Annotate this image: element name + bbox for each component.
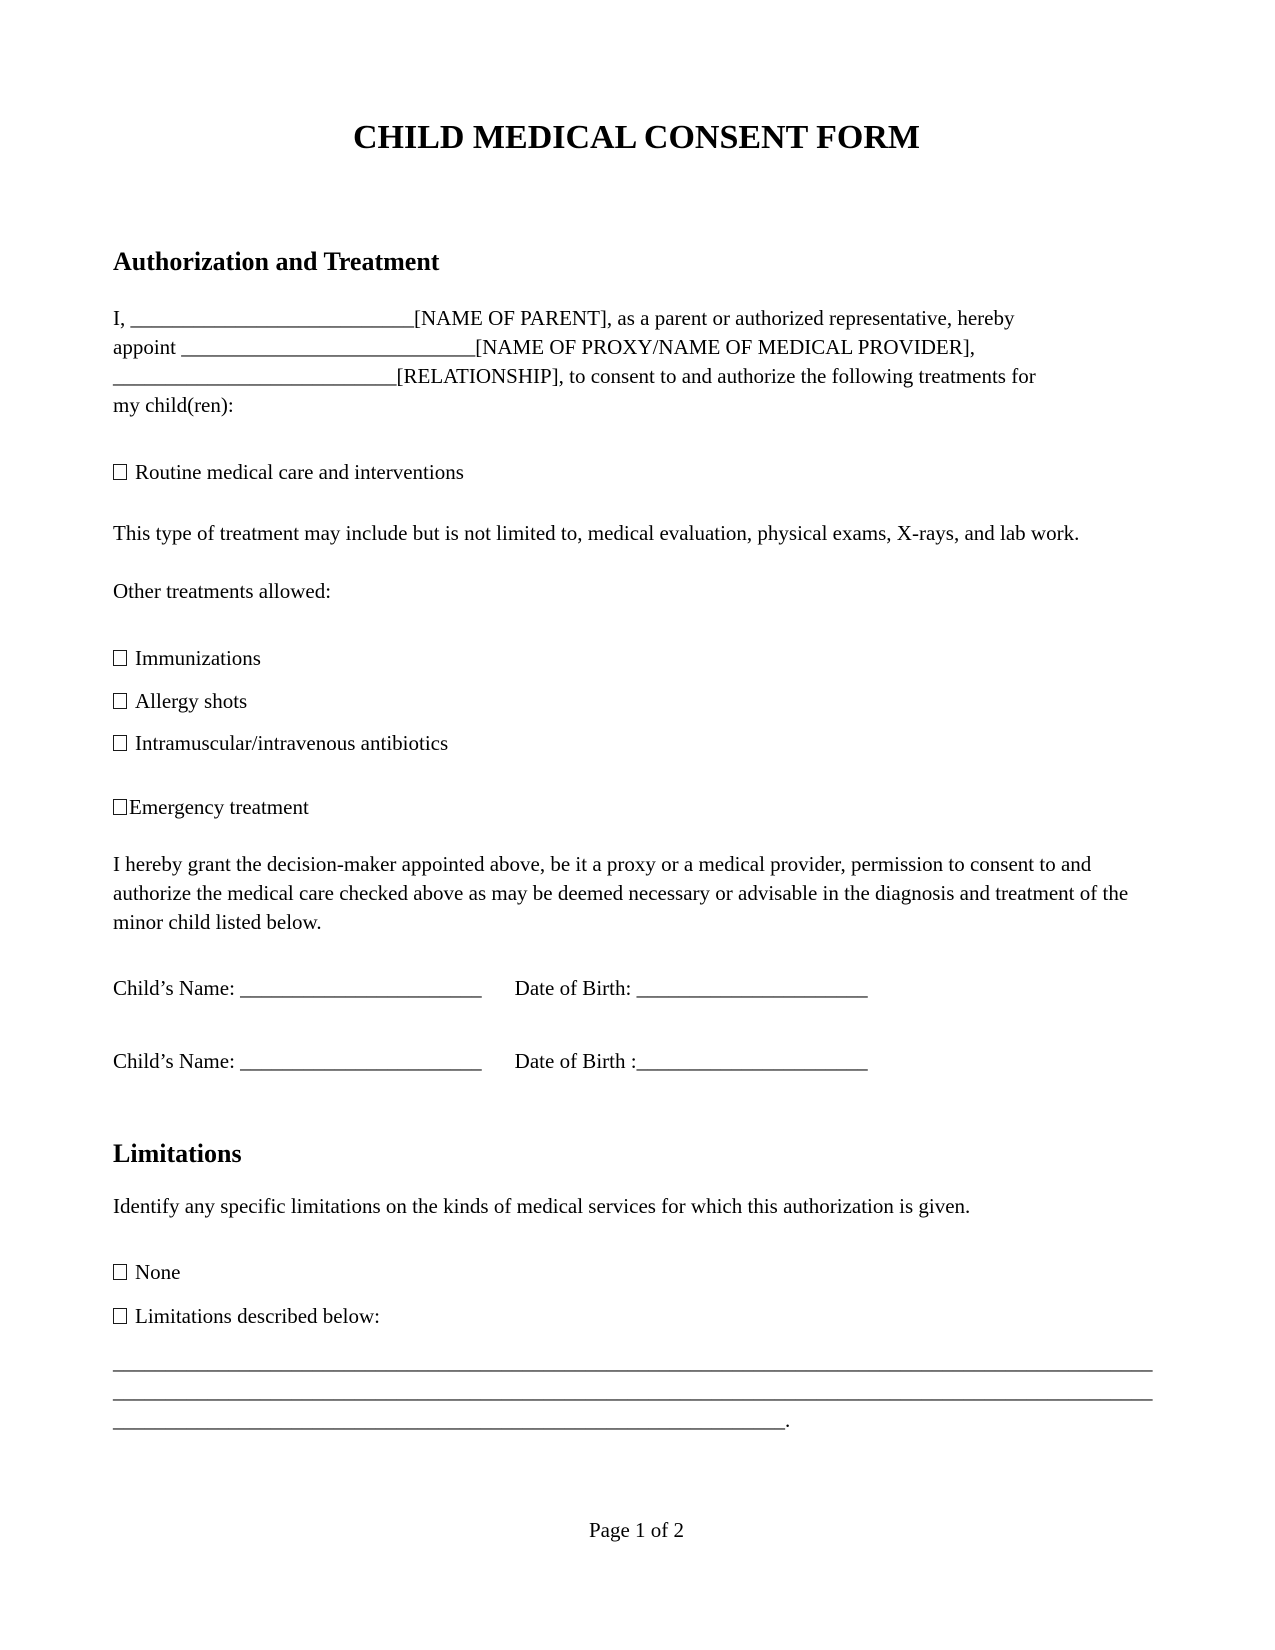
limitations-write-in-area <box>113 1348 1160 1435</box>
limitations-described-label: Limitations described below: <box>135 1304 380 1328</box>
relationship-blank[interactable]: ___________________________ <box>113 364 397 388</box>
intro-text: my child(ren): <box>113 393 234 417</box>
authorization-intro <box>113 304 1160 420</box>
emergency-treatment-checkbox[interactable] <box>113 799 127 815</box>
limitations-write-line-2[interactable]: ___________________________________________________________________________________________________ <box>113 1379 1153 1403</box>
emergency-treatment-label: Emergency treatment <box>129 795 309 819</box>
immunizations-label: Immunizations <box>135 646 261 670</box>
grant-paragraph: I hereby grant the decision-maker appointed above, be it a proxy or a medical provider, permission to consent to and authorize the medical care checked above as may be deemed necessary or advisable in the diagnosis and treatment of the minor child listed below. <box>113 852 1129 934</box>
authorization-heading: Authorization and Treatment <box>113 247 440 276</box>
intro-text: appoint <box>113 335 182 359</box>
proxy-name-blank[interactable]: ____________________________ <box>181 335 476 359</box>
intro-text: I, <box>113 306 131 330</box>
child-dob-blank-2[interactable]: ______________________ <box>636 1049 868 1073</box>
allergy-shots-option-row <box>113 687 1160 716</box>
allergy-shots-label: Allergy shots <box>135 689 248 713</box>
emergency-option-row <box>113 793 1160 822</box>
child-row <box>113 974 1160 1003</box>
limitations-described-option-row <box>113 1302 1160 1331</box>
limitations-described-checkbox[interactable] <box>113 1308 127 1324</box>
allergy-shots-checkbox[interactable] <box>113 693 127 709</box>
antibiotics-option-row <box>113 729 1160 758</box>
routine-care-option-row <box>113 458 1160 487</box>
child-dob-blank-1[interactable]: ______________________ <box>636 976 868 1000</box>
immunizations-option-row <box>113 644 1160 673</box>
antibiotics-label: Intramuscular/intravenous antibiotics <box>135 731 449 755</box>
child-dob-label: Date of Birth: <box>514 976 637 1000</box>
routine-note: This type of treatment may include but is not limited to, medical evaluation, physical exams, X-rays, and lab work. <box>113 521 1080 545</box>
limitations-write-line-3-blank[interactable]: ________________________________________________________________ <box>113 1408 785 1432</box>
child-name-label: Child’s Name: <box>113 1049 241 1073</box>
intro-text: [RELATIONSHIP], to consent to and authorize the following treatments for <box>396 364 1036 388</box>
antibiotics-checkbox[interactable] <box>113 735 127 751</box>
none-label: None <box>135 1260 181 1284</box>
routine-care-label: Routine medical care and interventions <box>135 460 464 484</box>
limitations-instruction: Identify any specific limitations on the kinds of medical services for which this authorization is given. <box>113 1194 971 1218</box>
immunizations-checkbox[interactable] <box>113 650 127 666</box>
child-name-blank-2[interactable]: _______________________ <box>240 1049 482 1073</box>
limitations-heading: Limitations <box>113 1139 242 1168</box>
page-number: Page 1 of 2 <box>588 1518 685 1542</box>
routine-care-checkbox[interactable] <box>113 464 127 480</box>
limitations-write-line-1[interactable]: ___________________________________________________________________________________________________ <box>113 1350 1153 1374</box>
child-name-blank-1[interactable]: _______________________ <box>240 976 482 1000</box>
page-title: CHILD MEDICAL CONSENT FORM <box>352 119 921 156</box>
intro-text: [NAME OF PARENT], as a parent or authorized representative, hereby <box>414 306 1015 330</box>
child-row <box>113 1047 1160 1076</box>
child-name-label: Child’s Name: <box>113 976 241 1000</box>
limitations-write-line-3 <box>113 1406 1160 1435</box>
parent-name-blank[interactable]: ___________________________ <box>130 306 414 330</box>
write-line-terminator: . <box>785 1408 791 1432</box>
none-checkbox[interactable] <box>113 1264 127 1280</box>
other-treatments-label: Other treatments allowed: <box>113 579 332 603</box>
none-option-row <box>113 1258 1160 1287</box>
child-dob-label: Date of Birth : <box>514 1049 637 1073</box>
intro-text: [NAME OF PROXY/NAME OF MEDICAL PROVIDER], <box>475 335 975 359</box>
